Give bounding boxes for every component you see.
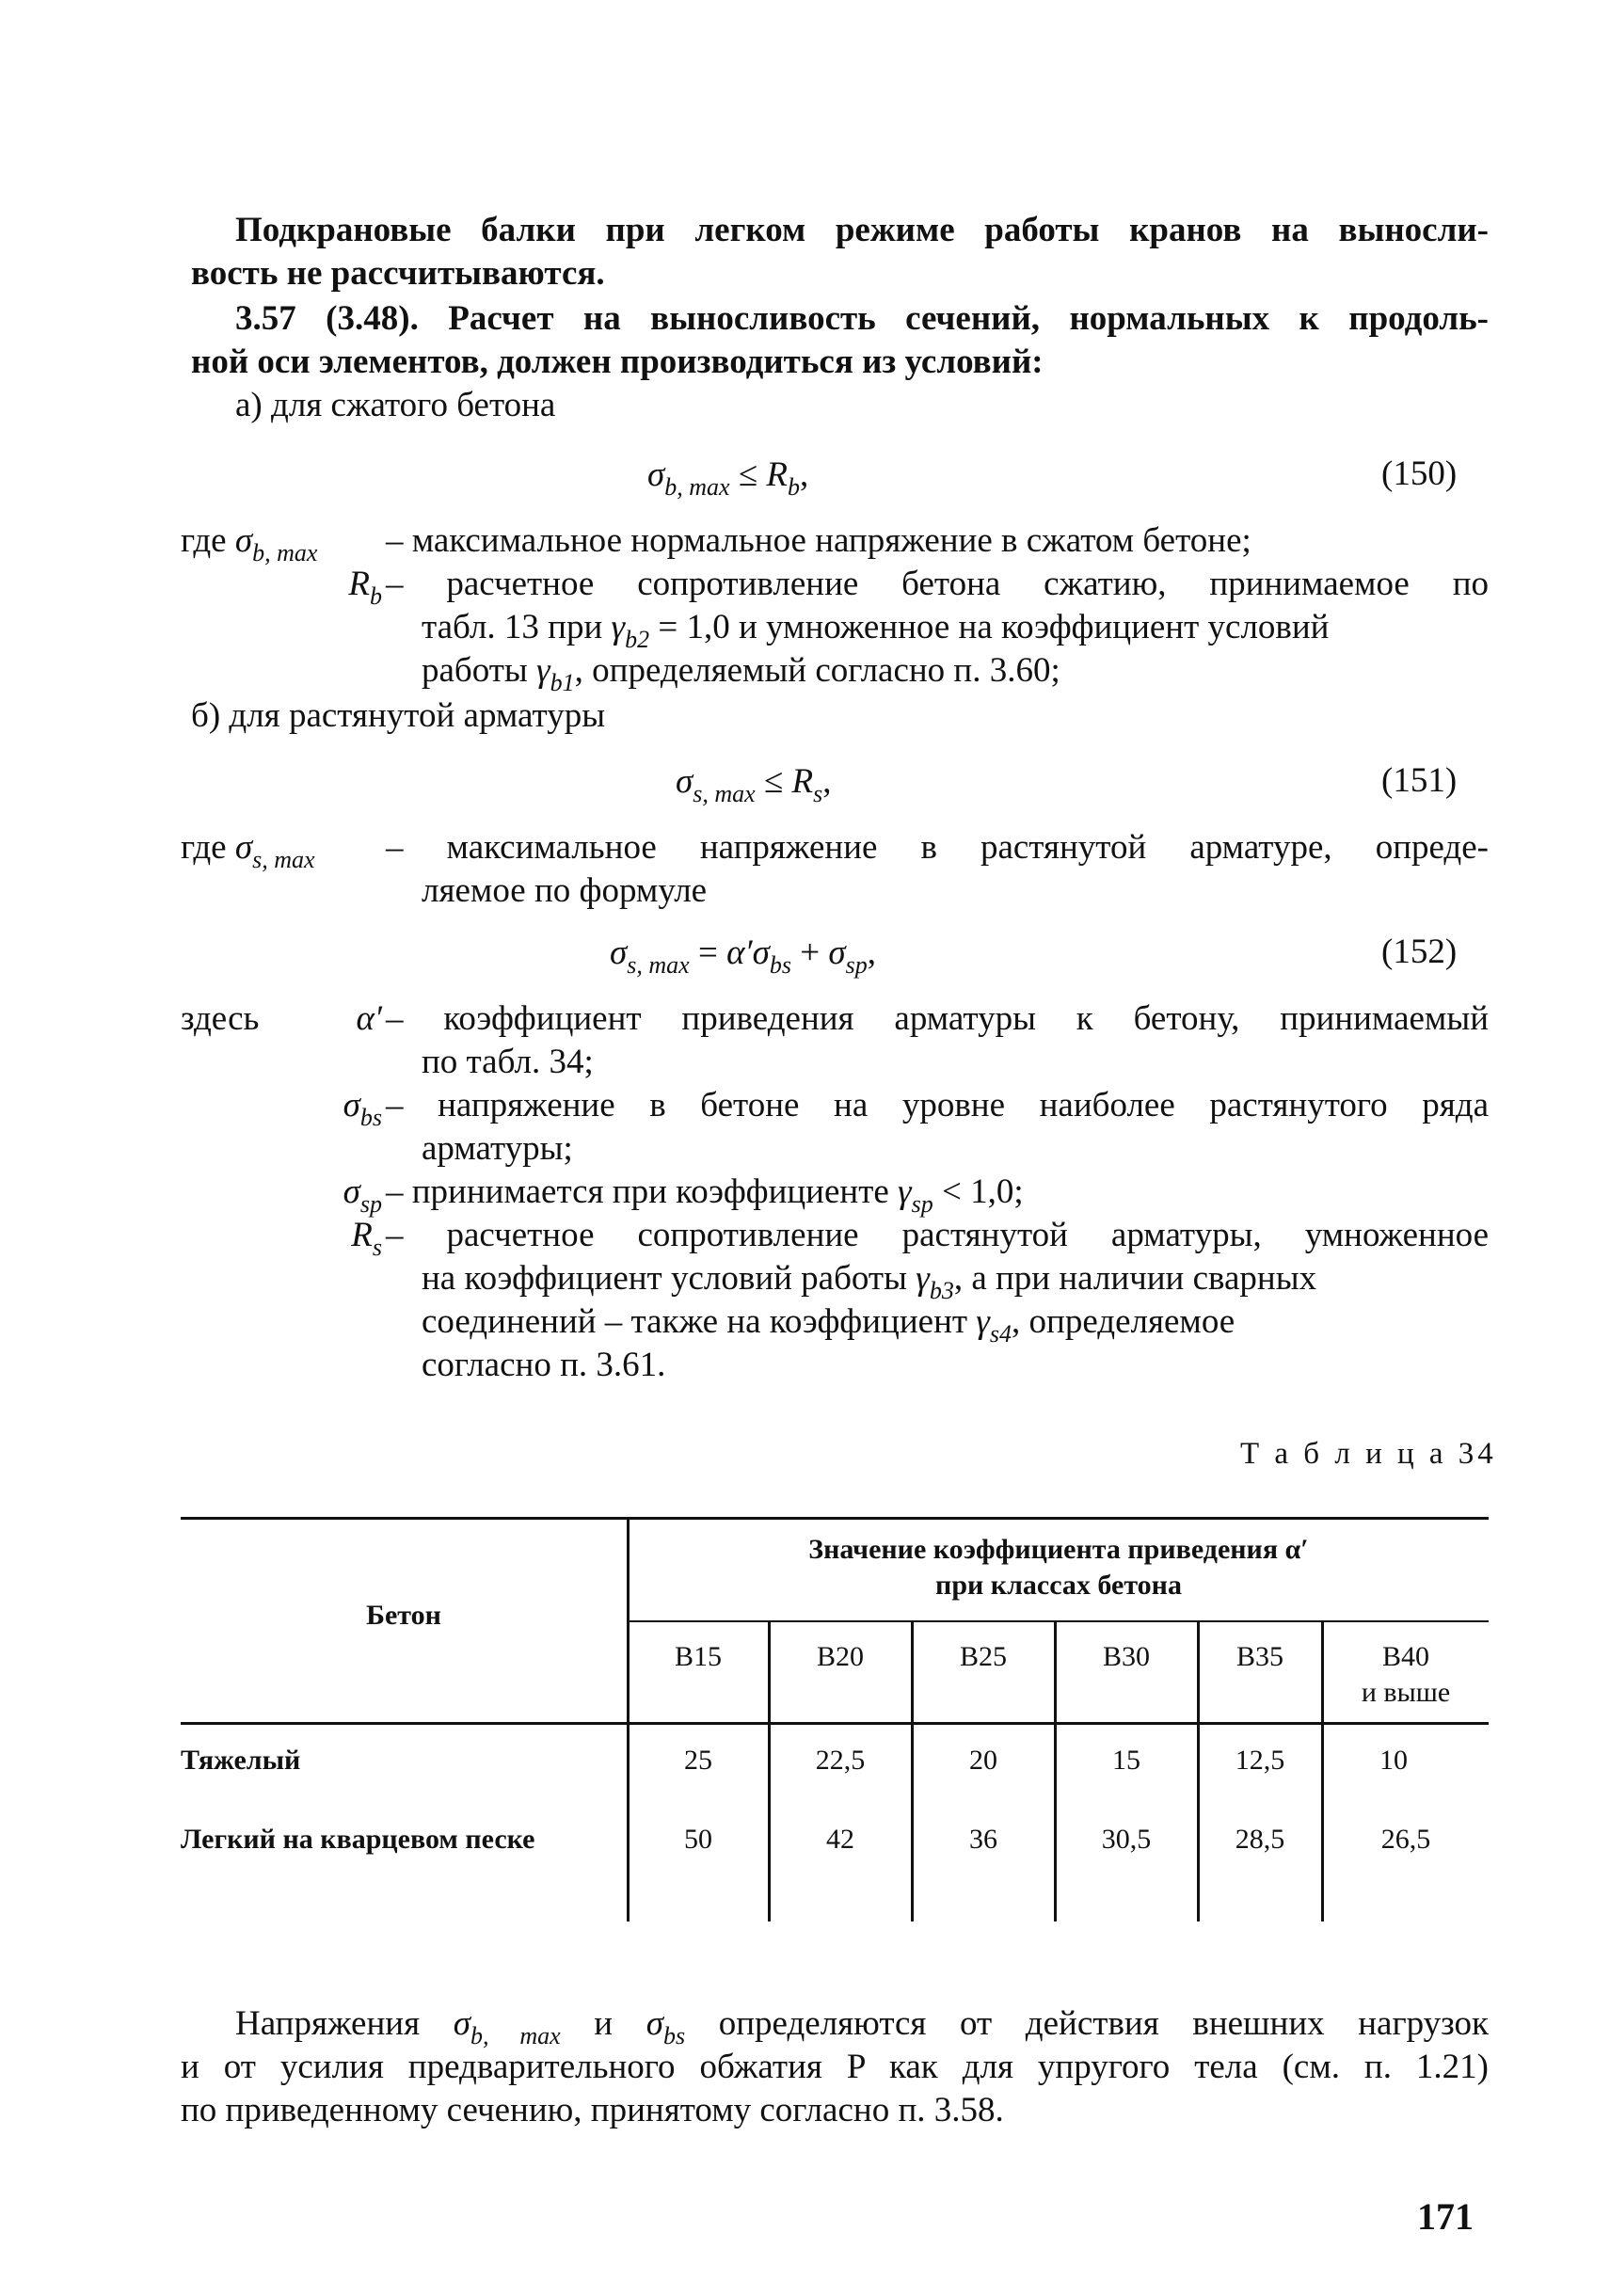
page-number: 171 bbox=[1417, 2195, 1474, 2238]
equation-152-number: (152) bbox=[1381, 933, 1458, 971]
sigma-sp-text-b: < 1,0; bbox=[942, 1172, 1024, 1211]
class-header-b25: B25 bbox=[959, 1641, 1007, 1672]
where-1-word: где bbox=[181, 521, 227, 560]
Rb-definition-line-1: – расчетное сопротивление бетона сжатию, принимаемое по bbox=[386, 565, 1489, 603]
row-1-b40: 10 bbox=[1379, 1745, 1408, 1776]
Rs-line-3-b: , определяемое bbox=[1012, 1302, 1235, 1341]
sigma-sp-text-a: – принимается при коэффициенте bbox=[386, 1172, 889, 1211]
class-header-b35: B35 bbox=[1235, 1641, 1283, 1672]
alpha-symbol: α′ bbox=[356, 999, 382, 1038]
where-2-word: где bbox=[181, 828, 227, 867]
equation-151: $\sigma_{s, max} \le R_s$, bbox=[676, 762, 832, 807]
row-2-name: Легкий на кварцевом песке bbox=[181, 1824, 535, 1855]
row-2-b25: 36 bbox=[969, 1824, 997, 1855]
Rb-line-2-a: табл. 13 при bbox=[422, 608, 603, 646]
table-caption: Т а б л и ц а 34 bbox=[1240, 1437, 1497, 1471]
Rs-definition-line-4: согласно п. 3.61. bbox=[422, 1346, 666, 1384]
where-1-lead: где $\sigma_{b, max}$ bbox=[181, 521, 318, 566]
intro-line-1: Подкрановые балки при легком режиме работы кранов на выносли- bbox=[235, 211, 1489, 249]
row-2-b40: 26,5 bbox=[1380, 1824, 1431, 1855]
intro-line-2: вость не рассчитываются. bbox=[191, 254, 605, 293]
section-357-line-2: ной оси элементов, должен производиться из условий: bbox=[191, 343, 1044, 381]
closing-line-3: по приведенному сечению, принятому согласно п. 3.58. bbox=[181, 2091, 1004, 2129]
sigma-sp-definition: – принимается при коэффициенте $\gamma_{sp} < 1,0$; bbox=[386, 1172, 1024, 1218]
row-2-b15: 50 bbox=[684, 1824, 712, 1855]
where-2-line-1: – максимальное напряжение в растянутой арматуре, опреде- bbox=[386, 828, 1489, 867]
Rs-definition-line-1: – расчетное сопротивление растянутой арматуры, умноженное bbox=[386, 1216, 1489, 1254]
row-1-b20: 22,5 bbox=[815, 1745, 866, 1776]
class-header-b15: B15 bbox=[674, 1641, 722, 1672]
closing-line-2: и от усилия предварительного обжатия P как для упругого тела (см. п. 1.21) bbox=[181, 2048, 1489, 2086]
sigma-bs-definition-line-1: – напряжение в бетоне на уровне наиболее растянутого ряда bbox=[386, 1086, 1489, 1124]
coefficient-table bbox=[181, 1517, 1489, 1923]
class-header-b40: B40 bbox=[1381, 1641, 1429, 1672]
row-2-b30: 30,5 bbox=[1101, 1824, 1152, 1855]
header-beton: Бетон bbox=[366, 1600, 441, 1631]
where-2-lead: где $\sigma_{s, max}$ bbox=[181, 828, 315, 873]
Rs-line-3-a: соединений – также на коэффициент bbox=[422, 1302, 968, 1341]
closing-1-b: и bbox=[594, 2004, 614, 2043]
sigma-sp-symbol: $\sigma_{sp}$ bbox=[343, 1172, 382, 1218]
row-1-b25: 20 bbox=[969, 1745, 997, 1776]
row-2-b35: 28,5 bbox=[1235, 1824, 1285, 1855]
equation-151-number: (151) bbox=[1381, 761, 1458, 800]
sigma-bs-symbol: $\sigma_{bs}$ bbox=[343, 1086, 382, 1131]
item-b: б) для растянутой арматуры bbox=[191, 696, 606, 735]
Rs-line-2-b: , а при наличии сварных bbox=[953, 1259, 1317, 1298]
closing-1-c: определяются от действия внешних нагрузок bbox=[718, 2004, 1490, 2043]
closing-1-a: Напряжения bbox=[235, 2004, 421, 2043]
Rs-line-2-a: на коэффициент условий работы bbox=[422, 1259, 907, 1298]
sigma-b-max-definition: – максимальное нормальное напряжение в сжатом бетоне; bbox=[386, 521, 1251, 560]
here-lead: здесь bbox=[181, 999, 260, 1038]
header-group-line-2: при классах бетона bbox=[935, 1570, 1182, 1601]
Rb-line-3-b: , определяемый согласно п. 3.60; bbox=[574, 651, 1060, 690]
alpha-definition-line-2: по табл. 34; bbox=[422, 1043, 594, 1081]
Rb-line-3-a: работы bbox=[422, 651, 528, 690]
alpha-definition-line-1: – коэффициент приведения арматуры к бетону, принимаемый bbox=[386, 999, 1489, 1038]
class-header-b40-line-2: и выше bbox=[1361, 1677, 1451, 1708]
table-group-rule bbox=[629, 1620, 1489, 1622]
sigma-bs-definition-line-2: арматуры; bbox=[422, 1129, 573, 1168]
Rb-symbol: $R_b$ bbox=[348, 565, 382, 610]
Rs-definition-line-3: соединений – также на коэффициент $\gamma_{s4}$, определяемое bbox=[422, 1302, 1235, 1347]
row-1-b30: 15 bbox=[1112, 1745, 1140, 1776]
equation-150: $\sigma_{b, max} \le R_b$, bbox=[647, 455, 809, 501]
section-357-text: 3.57 (3.48). Расчет на выносливость сечений, нормальных к продоль- bbox=[235, 299, 1489, 338]
Rb-definition-line-3: работы $\gamma_{b1}$, определяемый согласно п. 3.60; bbox=[422, 651, 1060, 696]
Rs-definition-line-2: на коэффициент условий работы $\gamma_{b3}$, а при наличии сварных bbox=[422, 1259, 1317, 1304]
header-group-line-1: Значение коэффициента приведения α′ bbox=[808, 1534, 1309, 1565]
closing-line-1: Напряжения $\sigma_{b, max}$ и $\sigma_{bs}$ определяются от действия внешних нагрузок bbox=[235, 2004, 1490, 2049]
where-2-line-2: ляемое по формуле bbox=[422, 871, 708, 910]
section-357-line-1 bbox=[235, 297, 1489, 341]
row-1-b15: 25 bbox=[684, 1745, 712, 1776]
class-header-b30: B30 bbox=[1102, 1641, 1150, 1672]
Rb-line-2-b: = 1,0 и умноженное на коэффициент условий bbox=[658, 608, 1330, 646]
Rs-symbol: $R_s$ bbox=[351, 1216, 382, 1261]
row-2-b20: 42 bbox=[826, 1824, 854, 1855]
table-top-rule bbox=[181, 1517, 1489, 1520]
equation-152: $\sigma_{s, max} = \alpha'\sigma_{bs} + \sigma_{sp}$, bbox=[610, 933, 876, 979]
item-a: а) для сжатого бетона bbox=[235, 386, 556, 424]
row-1-b35: 12,5 bbox=[1235, 1745, 1285, 1776]
Rb-definition-line-2: табл. 13 при $\gamma_{b2} = 1,0$ и умноженное на коэффициент условий bbox=[422, 608, 1330, 653]
row-1-name: Тяжелый bbox=[181, 1745, 301, 1776]
table-header-rule bbox=[181, 1722, 1489, 1725]
equation-150-number: (150) bbox=[1381, 454, 1458, 493]
class-header-b20: B20 bbox=[816, 1641, 864, 1672]
